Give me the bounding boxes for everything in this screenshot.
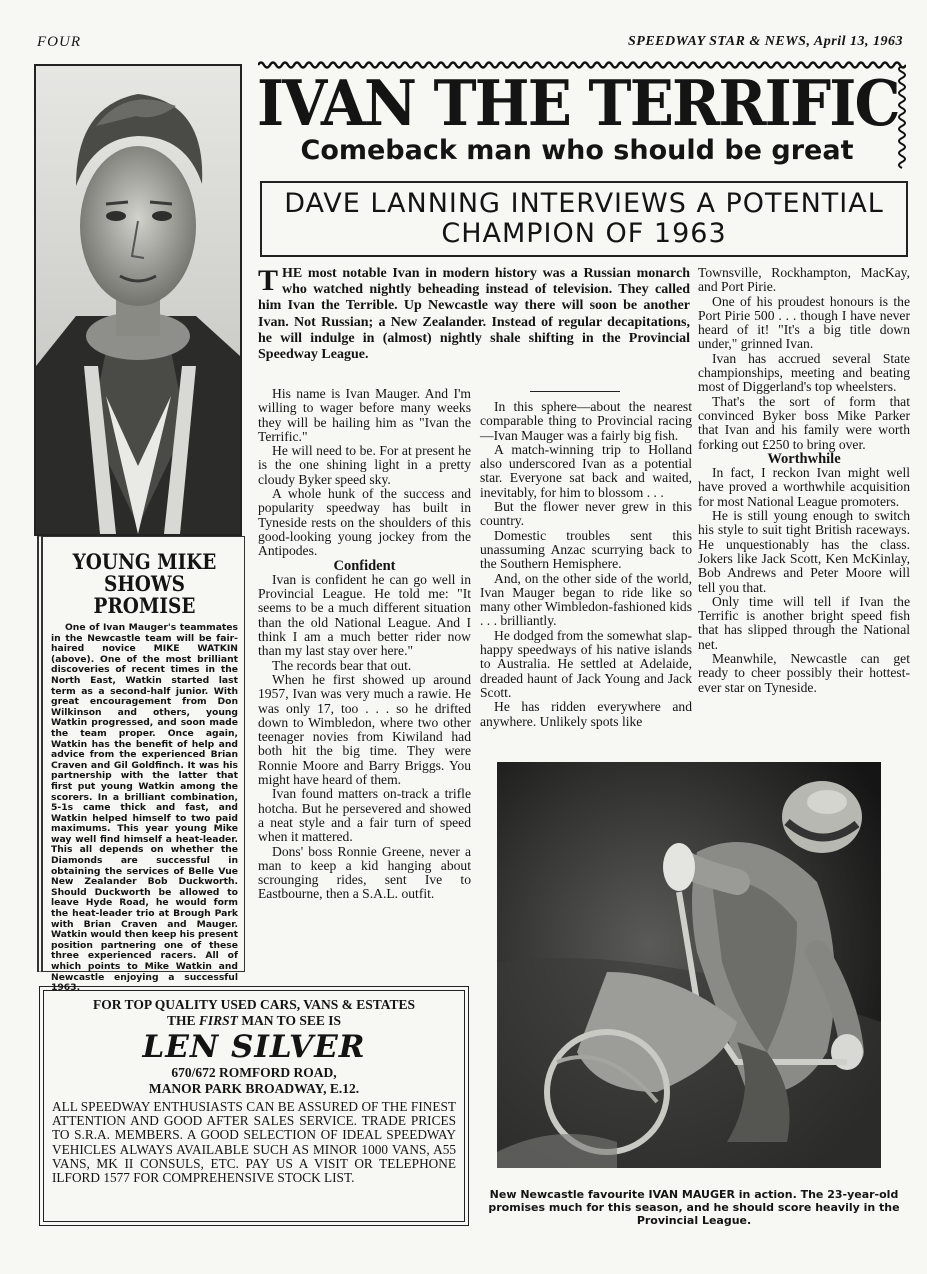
paragraph: Meanwhile, Newcastle can get ready to cheer possibly their hottest-ever star on Tyneside. <box>698 651 910 695</box>
paragraph: He will need to be. For at present he is the one shining light in a pretty cloudy Byker speed sky. <box>258 443 471 487</box>
lead-paragraph <box>258 266 690 363</box>
ad-address-line-2: MANOR PARK BROADWAY, E.12. <box>148 1081 360 1096</box>
ad-subline-em: FIRST <box>198 1013 238 1028</box>
section-heading-worthwhile: Worthwhile <box>767 450 841 467</box>
drop-cap: T <box>258 264 279 297</box>
paragraph: He has ridden everywhere and anywhere. Unlikely spots like <box>480 699 692 729</box>
paragraph: But the flower never grew in this country. <box>480 499 692 529</box>
headline: IVAN THE TERRIFIC <box>257 66 899 140</box>
advertisement-inner-border <box>43 990 465 1222</box>
sidebar-title-line-1: YOUNG MIKE <box>72 549 217 574</box>
paragraph: His name is Ivan Mauger. And I'm willing to wager before many weeks they will be hailing him as "Ivan the Terrific." <box>258 386 471 444</box>
section-heading-confident: Confident <box>333 557 396 574</box>
ad-tagline: FOR TOP QUALITY USED CARS, VANS & ESTATES <box>92 997 416 1012</box>
lead-text: HE most notable Ivan in modern history was a Russian monarch who watched nightly beheading instead of television. They called him Ivan the Terrible. Up Newcastle way there will soon be another Ivan. Not Russian; a New Zealander. Instead of regular decapitations, he will indulge in (almost) nightly shale shifting in the Provincial Speedway League. <box>258 266 690 363</box>
paragraph: Domestic troubles sent this unassuming Anzac scurrying back to the Southern Hemisphere. <box>480 527 692 572</box>
page-number: FOUR <box>37 34 81 50</box>
article-column-1 <box>258 387 471 902</box>
ad-address-line-1: 670/672 ROMFORD ROAD, <box>171 1065 337 1080</box>
paragraph: Ivan is confident he can go well in Provincial League. He told me: "It seems to be a much different situation than the old National League. And I think I am a much better rider now than my last stay over here." <box>258 571 471 659</box>
paragraph: Ivan found matters on-track a trifle hotcha. But he persevered and showed a neat style and a fair turn of speed when it mattered. <box>258 786 471 845</box>
portrait-photo <box>34 64 242 536</box>
column-divider <box>530 391 620 392</box>
paragraph: A match-winning trip to Holland also underscored Ivan as a potential star. Everyone sat back and waited, inevitably, for him to blossom . . . <box>480 441 692 500</box>
paragraph: A whole hunk of the success and popularity speedway has built in Tyneside rests on the shoulders of this good-looking young jockey from the Antipodes. <box>258 486 471 559</box>
advertisement <box>39 986 469 1226</box>
paragraph: He is still young enough to switch his style to suit tight British raceways. He unquestionably has the class. Jokers like Jack Scott, Ken McKinlay, Bob Andrews and Peter Moore will tell you that. <box>698 508 910 595</box>
sidebar-title-line-2: SHOWS PROMISE <box>93 571 196 618</box>
action-photo <box>497 762 881 1168</box>
sidebar-story <box>37 536 245 994</box>
photo-caption: New Newcastle favourite IVAN MAUGER in action. The 23-year-old promises much for this season, and he should score heavily in the Provincial League. <box>488 1188 900 1227</box>
ad-body: ALL SPEEDWAY ENTHUSIASTS CAN BE ASSURED OF THE FINEST ATTENTION AND GOOD AFTER SALES SERVICE. TRADE PRICES TO S.R.A. MEMBERS. A GOOD SELECTION OF IDEAL SPEEDWAY VEHICLES ALWAYS AVAILABLE SUCH AS MINOR 1000 VANS, A55 VANS, MK II CONSULS, ETC. PAY US A VISIT OR TELEPHONE ILFORD 1577 FOR COMPREHENSIVE STOCK LIST. <box>52 1099 456 1186</box>
paragraph: In fact, I reckon Ivan might well have proved a worthwhile acquisition for most National League promoters. <box>698 465 910 509</box>
ad-subline-post: MAN TO SEE IS <box>237 1013 341 1028</box>
ad-subline <box>52 1013 456 1029</box>
action-image <box>497 762 881 1168</box>
ad-subline-pre: THE <box>167 1013 199 1028</box>
paragraph: Dons' boss Ronnie Greene, never a man to keep a kid hanging about scrounging rides, sent Ive to Eastbourne, then a S.A.L. outfit. <box>258 843 471 902</box>
subheadline: Comeback man who should be great <box>300 135 854 166</box>
portrait-image <box>36 66 240 534</box>
paragraph: Ivan has accrued several State championships, meeting and beating most of Diggerland's top wheelsters. <box>698 350 910 395</box>
interview-box-headline: DAVE LANNING INTERVIEWS A POTENTIAL CHAMPION OF 1963 <box>260 181 908 257</box>
paragraph: Only time will tell if Ivan the Terrific is another bright speed fish that has slipped through the National net. <box>698 593 910 652</box>
paragraph: That's the sort of form that convinced Byker boss Mike Parker that Ivan and his family were worth forking out £250 to bring over. <box>698 393 910 452</box>
paragraph: When he first showed up around 1957, Ivan was very much a rawie. He was only 17, too . . . so he drifted down to Wimbledon, where two other teenager novies from Kiwiland had both hit the big time. They were Ronnie Moore and Barry Briggs. You might have heard of them. <box>258 671 471 788</box>
publication-dateline: SPEEDWAY STAR & NEWS, April 13, 1963 <box>628 34 903 49</box>
paragraph: And, on the other side of the world, Ivan Mauger began to ride like so many other Wimbledon-fashioned kids . . . brilliantly. <box>480 570 692 629</box>
paragraph: The records bear that out. <box>272 657 412 673</box>
paragraph: Townsville, Rockhampton, MacKay, and Port Pirie. <box>698 265 910 295</box>
sidebar-body: One of Ivan Mauger's teammates in the Newcastle team will be fair-haired novice MIKE WATKIN (above). One of the most brilliant discoveries of recent times in the North East, Watkin started last term as a second-half junior. With great encouragement from Don Wilkinson and others, young Watkin progressed, and soon made the team proper. Once again, Watkin has the benefit of help and advice from the experienced Brian Craven and Gil Goldfinch. It was his partnership with the latter that first put young Watkin among the scorers. In a brilliant combination, 5-1s came thick and fast, and Watkin helped himself to two paid maximums. This year young Mike way well find himself a heat-leader. This all depends on whether the Diamonds are successful in obtaining the services of Belle Vue New Zealander Bob Duckworth. Should Duckworth be allowed to leave Hyde Road, he would form the heat-leader trio at Brough Park with Brian Craven and Mauger. Watkin would then keep his present position partnering one of these three experienced racers. All of which points to Mike Watkin and Newcastle enjoying a successful 1963. <box>51 622 238 994</box>
sidebar-title <box>62 551 227 617</box>
paragraph: He dodged from the somewhat slap-happy speedways of his native islands to Australia. He settled at Adelaide, dreaded haunt of Jack Young and Jack Scott. <box>480 627 692 700</box>
paragraph: In this sphere—about the nearest comparable thing to Provincial racing—Ivan Mauger was a fairly big fish. <box>480 399 692 443</box>
article-column-3 <box>698 266 910 695</box>
paragraph: One of his proudest honours is the Port Pirie 500 . . . though I have never heard of it! "It's a big title down under," grinned Ivan. <box>698 293 910 352</box>
article-column-2 <box>480 387 692 729</box>
ad-brand-logo: LEN SILVER <box>142 1029 366 1065</box>
